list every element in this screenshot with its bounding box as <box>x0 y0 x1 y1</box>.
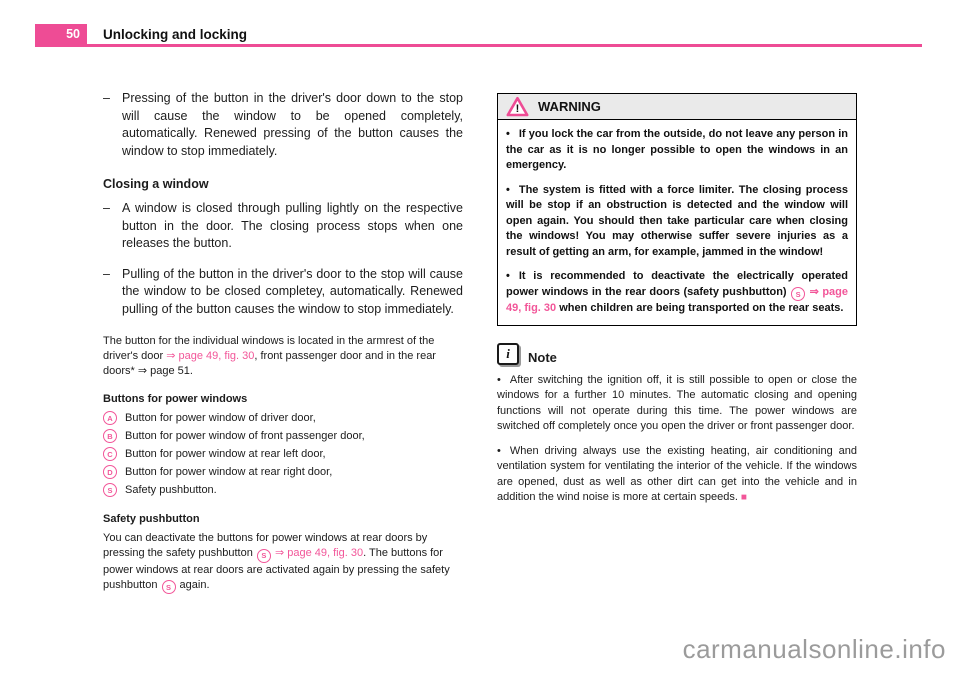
page-49-fig-30-link[interactable]: ⇒ page 49, fig. 30 <box>271 547 364 559</box>
warning-bullet-2 <box>506 183 848 261</box>
warning-bullet-3-text-1: It is recommended to deactivate the electrically operated power windows in the rear doors (safety pushbutton) <box>506 270 848 298</box>
closing-bullet-1-text: A window is closed through pulling lightly on the respective button in the door. The closing process stops when one releases the button. <box>122 201 463 250</box>
safety-pushbutton-paragraph <box>103 531 463 594</box>
list-item-button-b <box>103 429 463 443</box>
list-item-button-d <box>103 465 463 479</box>
list-item-label: Button for power window at rear left door, <box>125 447 326 460</box>
key-badge-b: B <box>103 429 117 443</box>
dash-bullet: – <box>103 201 110 215</box>
list-item-button-c <box>103 447 463 461</box>
safety-text-1: You can deactivate the buttons for power windows at rear doors by pressing the safety pushbutton <box>103 532 428 559</box>
dash-bullet: – <box>103 266 110 281</box>
bullet-icon: • <box>506 183 510 196</box>
note-section <box>497 343 857 506</box>
warning-bullet-1-text: If you lock the car from the outside, do not leave any person in the car as it is no longer possible to open the windows in an emergency. <box>506 128 848 171</box>
location-text-2: , front passenger door and in the rear doors* ⇒ page 51. <box>103 350 436 377</box>
bullet-icon: • <box>506 128 510 140</box>
header-rule <box>35 44 922 47</box>
list-item-label: Button for power window at rear right door, <box>125 465 333 478</box>
note-title: Note <box>528 349 557 365</box>
warning-bullet-2-text: The system is fitted with a force limiter. The closing process will be stop if an obstruction is detected and the window will open again. You should then take particular care when closing the windows! You may otherwise suffer severe injuries as a result of getting an arm, for example, jammed in the window! <box>506 183 848 258</box>
closing-a-window-heading: Closing a window <box>103 177 209 191</box>
page-49-fig-30-link[interactable]: ⇒ page 49, fig. 30 <box>506 285 848 315</box>
key-badge-s-inline: S <box>162 580 176 594</box>
buttons-for-power-windows-heading: Buttons for power windows <box>103 393 248 405</box>
safety-text-3: again. <box>176 578 210 591</box>
note-bullet-1-text: After switching the ignition off, it is still possible to open or close the windows for a further 10 minutes. The automatic closing and opening functions will not operate during this time. The power windows are switched off completely once you open the driver or front passenger door. <box>497 373 857 433</box>
safety-text-2: . The buttons for power windows at rear doors are activated again by pressing the safety pushbutton <box>103 547 450 591</box>
safety-pushbutton-heading: Safety pushbutton <box>103 513 200 525</box>
page-number-badge: 50 <box>35 24 87 47</box>
intro-bullet-text: Pressing of the button in the driver's door down to the stop will cause the window to be opened completely, automatically. Renewed pressing of the button causes the window to stop immediately. <box>122 91 463 158</box>
closing-bullet-2-text: Pulling of the button in the driver's door to the stop will cause the window to be closed completey, automatically. Renewed pulling of the button causes the window to stop immediately. <box>122 266 463 316</box>
left-column <box>103 90 463 600</box>
note-bullet-1 <box>497 373 857 435</box>
key-badge-c: C <box>103 447 117 461</box>
key-badge-d: D <box>103 465 117 479</box>
end-of-section-marker: ■ <box>740 492 747 504</box>
note-bullet-2 <box>497 444 857 506</box>
list-item-label: Button for power window of driver door, <box>125 411 316 424</box>
note-bullet-2-text: When driving always use the existing heating, air conditioning and ventilation system for ventilating the interior of the vehicle. If the windows are opened, dust as well as other dirt can get into the vehicle and in addition the wind noise is more at certain speeds. <box>497 444 857 504</box>
chapter-title: Unlocking and locking <box>103 27 248 42</box>
info-icon: i <box>497 343 519 365</box>
closing-bullet-2 <box>103 266 463 319</box>
warning-triangle-icon <box>506 96 529 117</box>
list-item-label: Button for power window of front passenger door, <box>125 429 365 442</box>
window-location-paragraph <box>103 334 463 379</box>
page-49-fig-30-link[interactable]: ⇒ page 49, fig. 30 <box>166 350 255 362</box>
intro-bullet-paragraph <box>103 90 463 160</box>
list-item-label: Safety pushbutton. <box>125 483 217 496</box>
warning-header <box>498 94 856 120</box>
warning-bullet-1 <box>506 127 848 174</box>
key-badge-s-inline: S <box>257 549 271 563</box>
location-text-1: The button for the individual windows is located in the armrest of the driver's door <box>103 335 435 362</box>
right-column <box>497 93 857 515</box>
closing-bullet-1 <box>103 200 463 253</box>
bullet-icon: • <box>506 270 510 282</box>
note-body <box>497 373 857 506</box>
list-item-button-s <box>103 483 463 497</box>
dash-bullet: – <box>103 91 110 105</box>
warning-title: WARNING <box>538 99 601 114</box>
key-badge-s-inline: S <box>791 287 805 301</box>
bullet-icon: • <box>497 373 501 386</box>
list-item-button-a <box>103 411 463 425</box>
svg-text:!: ! <box>515 103 520 116</box>
warning-body <box>498 120 856 325</box>
key-badge-a: A <box>103 411 117 425</box>
watermark: carmanualsonline.info <box>682 634 946 664</box>
warning-bullet-3-text-2: when children are being transported on the rear seats. <box>556 302 844 315</box>
warning-box <box>497 93 857 326</box>
note-header <box>497 343 857 365</box>
key-badge-s: S <box>103 483 117 497</box>
warning-bullet-3 <box>506 269 848 317</box>
bullet-icon: • <box>497 444 501 457</box>
